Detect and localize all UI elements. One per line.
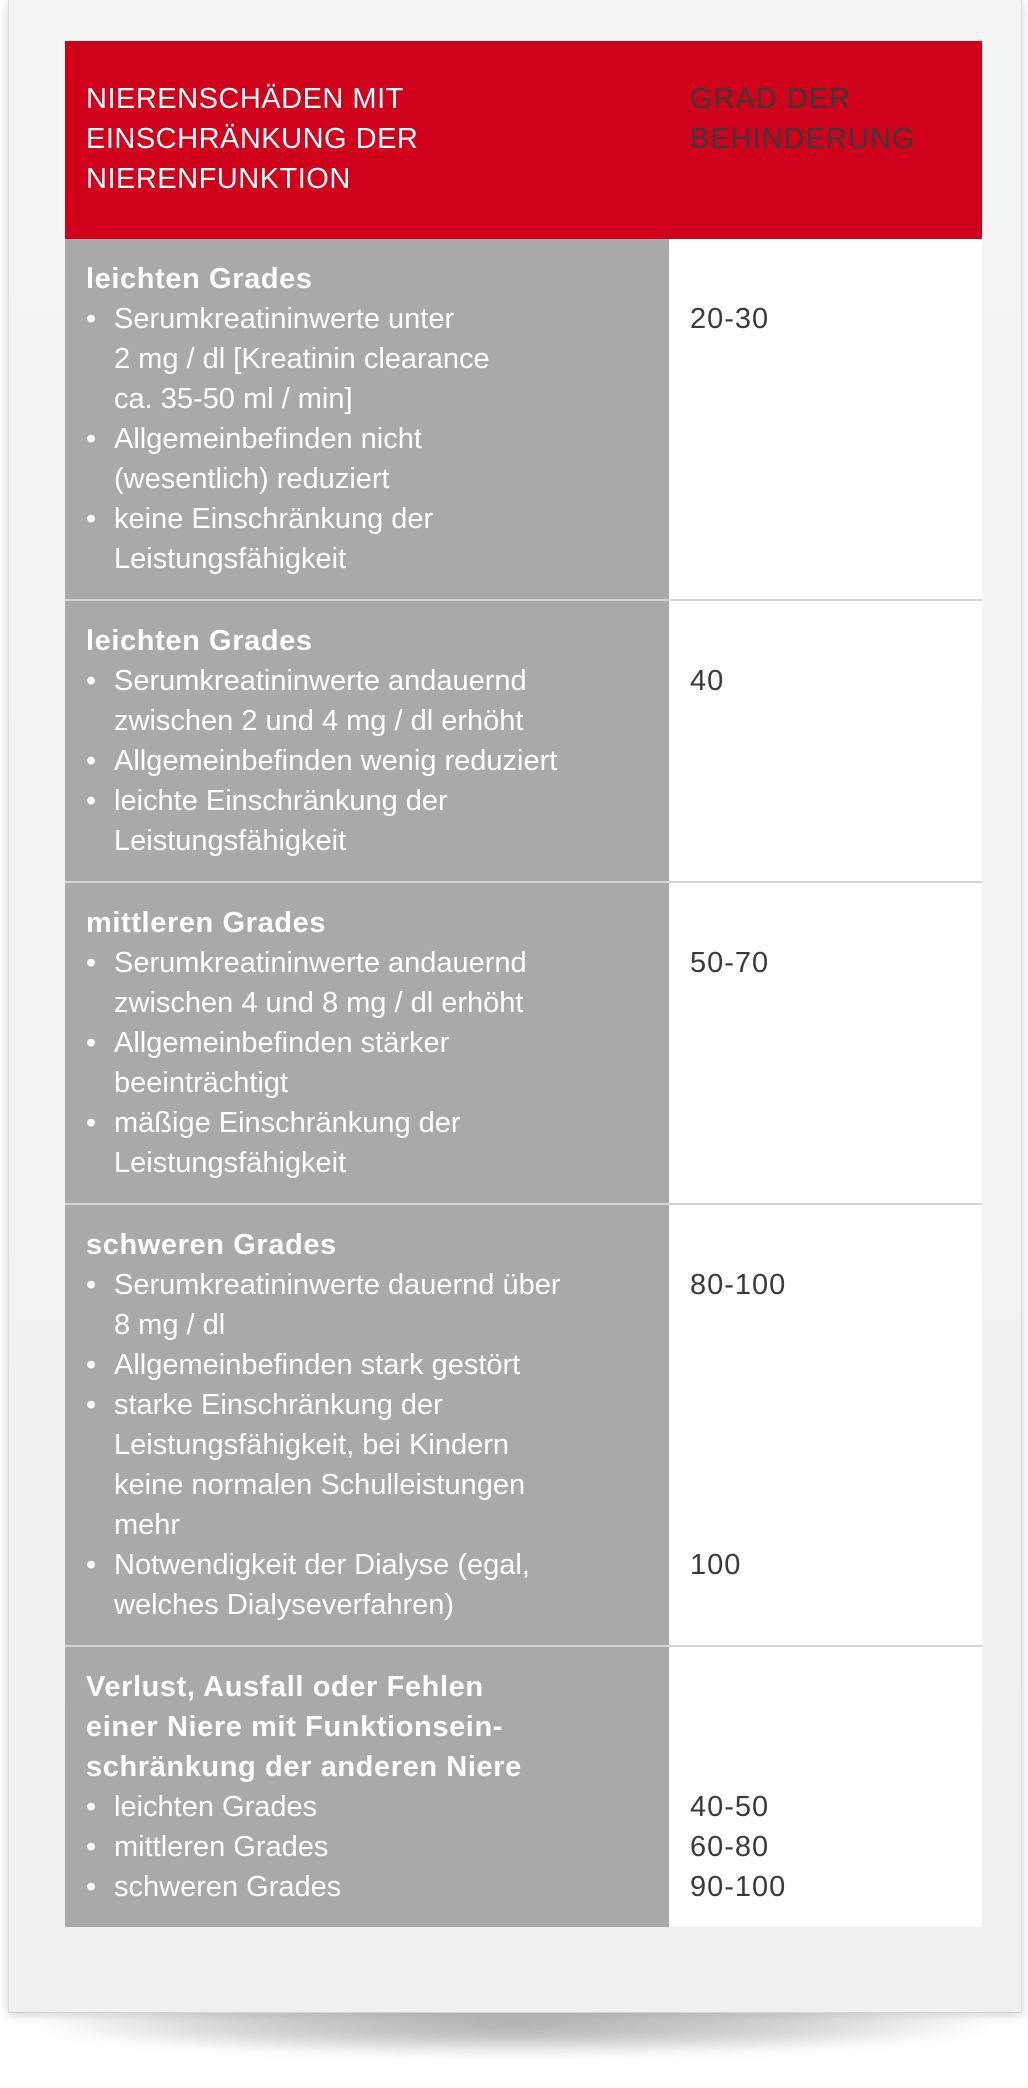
degree-value-spacer	[690, 1707, 964, 1747]
table-row	[65, 1647, 982, 1927]
table-row	[65, 601, 982, 883]
degree-cell	[669, 1647, 982, 1927]
continuation-line: zwischen 2 und 4 mg / dl erhöht	[114, 705, 524, 737]
degree-value: 50-70	[690, 947, 770, 979]
continuation-line: keine normalen Schulleistungen	[114, 1469, 526, 1501]
bullet-line: • leichten Grades	[86, 1787, 651, 1827]
bullet-line: • Allgemeinbefinden stark gestört	[86, 1345, 651, 1385]
continuation-line: Leistungsfähigkeit	[114, 543, 347, 575]
degree-value: 40-50	[690, 1791, 770, 1823]
continuation-line: mehr	[114, 1509, 181, 1541]
row-heading: leichten Grades	[86, 263, 313, 295]
degree-value: 100	[690, 1549, 742, 1581]
bullet-line: • Allgemeinbefinden stärker	[86, 1023, 651, 1063]
row-heading: leichten Grades	[86, 625, 313, 657]
row-heading: mittleren Grades	[86, 907, 327, 939]
description-cell	[65, 1647, 669, 1927]
table-header	[65, 41, 982, 239]
bullet-line: • Serumkreatininwerte unter	[86, 299, 651, 339]
row-heading: schränkung der anderen Niere	[86, 1751, 522, 1783]
bullet-line: • mäßige Einschränkung der	[86, 1103, 651, 1143]
continuation-line: Leistungsfähigkeit, bei Kindern	[114, 1429, 509, 1461]
table-row	[65, 883, 982, 1205]
description-cell	[65, 239, 669, 599]
row-heading: schweren Grades	[86, 1229, 337, 1261]
degree-cell	[669, 239, 982, 599]
bullet-line: • Notwendigkeit der Dialyse (egal,	[86, 1545, 651, 1585]
description-cell	[65, 883, 669, 1203]
bullet-line: • Serumkreatininwerte dauernd über	[86, 1265, 651, 1305]
degree-value: 60-80	[690, 1831, 770, 1863]
bullet-line: • Allgemeinbefinden wenig reduziert	[86, 741, 651, 781]
row-heading: einer Niere mit Funktionsein-	[86, 1711, 504, 1743]
degree-cell	[669, 601, 982, 881]
bullet-line: • starke Einschränkung der	[86, 1385, 651, 1425]
continuation-line: Leistungsfähigkeit	[114, 1147, 347, 1179]
bullet-line: • Allgemeinbefinden nicht	[86, 419, 651, 459]
continuation-line: 2 mg / dl [Kreatinin clearance	[114, 343, 490, 375]
bullet-line: • leichte Einschränkung der	[86, 781, 651, 821]
continuation-line: 8 mg / dl	[114, 1309, 226, 1341]
continuation-line: zwischen 4 und 8 mg / dl erhöht	[114, 987, 524, 1019]
bullet-line: • keine Einschränkung der	[86, 499, 651, 539]
continuation-line: ca. 35-50 ml / min]	[114, 383, 353, 415]
header-cell-kidney-damage	[65, 41, 669, 239]
degree-value-spacer	[690, 1305, 964, 1345]
bullet-line: • Serumkreatininwerte andauernd	[86, 943, 651, 983]
bullet-line: • Serumkreatininwerte andauernd	[86, 661, 651, 701]
degree-value-spacer	[690, 1385, 964, 1425]
degree-value: 20-30	[690, 303, 770, 335]
table-row	[65, 239, 982, 601]
degree-value-spacer	[690, 1465, 964, 1505]
description-cell	[65, 601, 669, 881]
degree-value: 40	[690, 665, 725, 697]
degree-value-spacer	[690, 1425, 964, 1465]
header-cell-degree	[669, 41, 982, 239]
header-line: NIERENSCHÄDEN MIT	[86, 83, 404, 115]
table-row	[65, 1205, 982, 1647]
row-heading: Verlust, Ausfall oder Fehlen	[86, 1671, 484, 1703]
continuation-line: welches Dialyseverfahren)	[114, 1589, 455, 1621]
document-card	[8, 0, 1022, 2013]
header-line: GRAD DER	[690, 83, 852, 115]
header-line: EINSCHRÄNKUNG DER	[86, 123, 419, 155]
bullet-line: • schweren Grades	[86, 1867, 651, 1907]
bullet-line: • mittleren Grades	[86, 1827, 651, 1867]
degree-cell	[669, 883, 982, 1203]
degree-value-spacer	[690, 1667, 964, 1707]
continuation-line: Leistungsfähigkeit	[114, 825, 347, 857]
degree-value-spacer	[690, 1747, 964, 1787]
degree-value-spacer	[690, 1345, 964, 1385]
disability-table	[65, 41, 982, 1927]
degree-value-spacer	[690, 1505, 964, 1545]
header-line: BEHINDERUNG	[690, 123, 916, 155]
continuation-line: beeinträchtigt	[114, 1067, 289, 1099]
degree-cell	[669, 1205, 982, 1645]
continuation-line: (wesentlich) reduziert	[114, 463, 390, 495]
degree-value: 90-100	[690, 1871, 787, 1903]
description-cell	[65, 1205, 669, 1645]
header-line: NIERENFUNKTION	[86, 163, 351, 195]
degree-value: 80-100	[690, 1269, 787, 1301]
